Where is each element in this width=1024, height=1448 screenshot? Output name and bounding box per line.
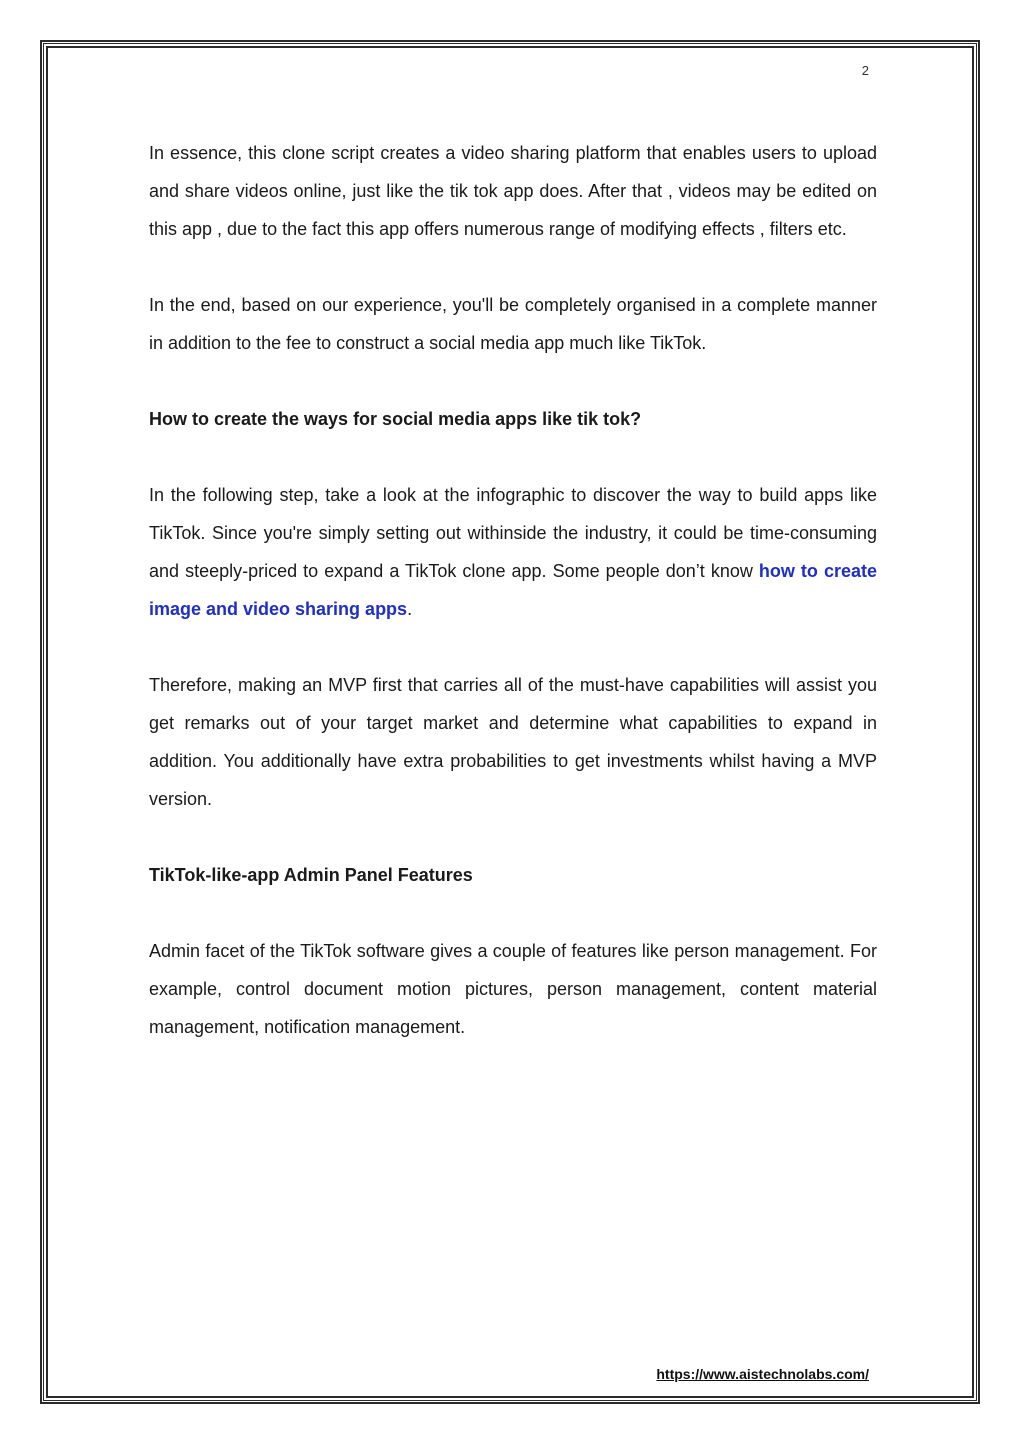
paragraph-infographic [149, 476, 877, 628]
paragraph-infographic-end: . [407, 599, 413, 619]
document-body [149, 134, 877, 1084]
paragraph-mvp: Therefore, making an MVP first that carries all of the must-have capabilities will assist you get remarks out of your target market and determine what capabilities to expand in addition. You additionally have extra probabilities to get investments whilst having a MVP version. [149, 675, 877, 809]
paragraph-infographic-text: In the following step, take a look at the infographic to discover the way to build apps like TikTok. Since you're simply setting out withinside the industry, it could be time-consuming and steeply-priced to expand a TikTok clone app. Some people don’t know [149, 485, 877, 581]
image-video-sharing-apps-link[interactable]: how to create image and video sharing apps [149, 561, 877, 619]
paragraph-admin-features: Admin facet of the TikTok software gives a couple of features like person management. For example, control document motion pictures, person management, content material management, notification management. [149, 941, 877, 1037]
footer-website-link[interactable]: https://www.aistechnolabs.com/ [656, 1366, 869, 1382]
heading-how-to-create: How to create the ways for social media apps like tik tok? [149, 409, 642, 429]
paragraph-experience: In the end, based on our experience, you'll be completely organised in a complete manner in addition to the fee to construct a social media app much like TikTok. [149, 295, 877, 353]
heading-admin-panel: TikTok-like-app Admin Panel Features [149, 865, 473, 885]
paragraph-clone-script: In essence, this clone script creates a video sharing platform that enables users to upload and share videos online, just like the tik tok app does. After that , videos may be edited on this app , due to the fact this app offers numerous range of modifying effects , filters etc. [149, 143, 877, 239]
page-number: 2 [861, 63, 869, 78]
